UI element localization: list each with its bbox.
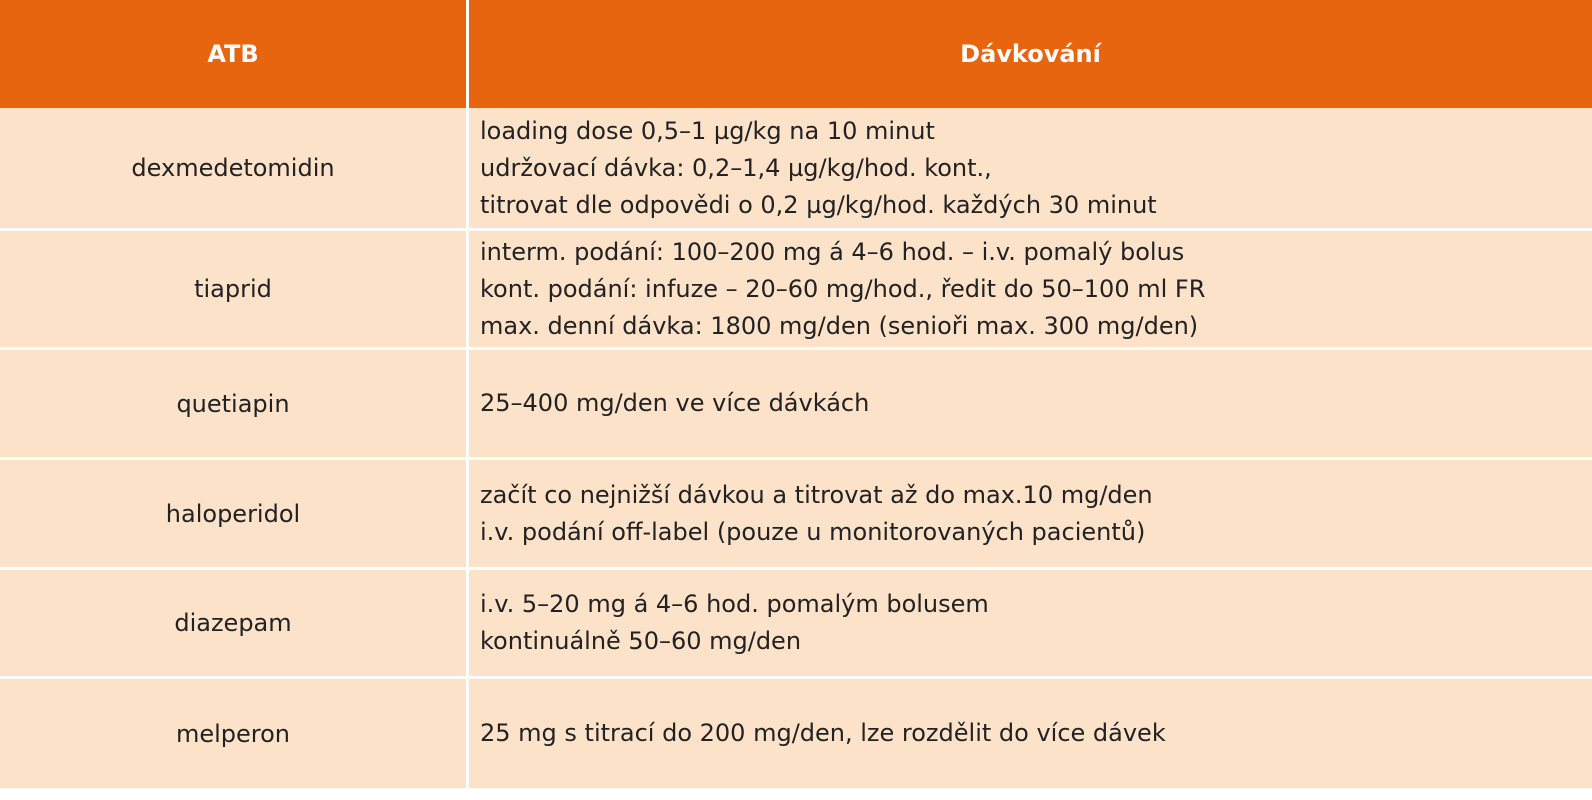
drug-name: tiaprid bbox=[194, 275, 272, 303]
dosage-line: udržovací dávka: 0,2–1,4 µg/kg/hod. kont., bbox=[480, 153, 992, 182]
column-divider bbox=[466, 570, 469, 676]
column-divider bbox=[466, 231, 469, 347]
table-row bbox=[0, 570, 1592, 676]
drug-name: melperon bbox=[175, 719, 291, 748]
column-divider bbox=[466, 350, 469, 457]
table-row bbox=[0, 108, 1592, 228]
table-header bbox=[0, 0, 1592, 108]
table-row bbox=[0, 350, 1592, 457]
drug-name: haloperidol bbox=[165, 499, 301, 528]
dosage-line: začít co nejnižší dávkou a titrovat až do max.10 mg/den bbox=[480, 480, 1153, 509]
dosage-line: 25 mg s titrací do 200 mg/den, lze rozdělit do více dávek bbox=[480, 719, 1166, 747]
table-row bbox=[0, 679, 1592, 788]
drug-name: quetiapin bbox=[176, 389, 290, 418]
dosage-cell bbox=[480, 570, 1580, 676]
header-dosage: Dávkování bbox=[960, 40, 1101, 68]
dosage-line: max. denní dávka: 1800 mg/den (senioři max. 300 mg/den) bbox=[480, 311, 1199, 340]
dosage-line: kontinuálně 50–60 mg/den bbox=[480, 627, 802, 655]
dosage-line: i.v. 5–20 mg á 4–6 hod. pomalým bolusem bbox=[480, 590, 989, 618]
dosage-cell bbox=[480, 350, 1580, 457]
column-divider bbox=[466, 460, 469, 567]
dosage-line: interm. podání: 100–200 mg á 4–6 hod. – i.v. pomalý bolus bbox=[480, 237, 1185, 266]
dosage-line: 25–400 mg/den ve více dávkách bbox=[480, 389, 870, 417]
table-row bbox=[0, 231, 1592, 347]
dosage-cell bbox=[480, 460, 1580, 567]
drug-name: dexmedetomidin bbox=[131, 154, 335, 182]
drug-name: diazepam bbox=[174, 609, 292, 637]
dosage-line: titrovat dle odpovědi o 0,2 µg/kg/hod. každých 30 minut bbox=[480, 190, 1157, 219]
dosage-cell bbox=[480, 679, 1580, 788]
dosage-line: loading dose 0,5–1 µg/kg na 10 minut bbox=[480, 116, 935, 145]
dosage-cell bbox=[480, 231, 1580, 347]
column-divider bbox=[466, 108, 469, 228]
dosage-line: i.v. podání off-label (pouze u monitorovaných pacientů) bbox=[480, 517, 1146, 546]
table-row bbox=[0, 460, 1592, 567]
header-atb: ATB bbox=[207, 40, 259, 68]
dosage-line: kont. podání: infuze – 20–60 mg/hod., ředit do 50–100 ml FR bbox=[480, 274, 1206, 303]
column-divider bbox=[466, 679, 469, 788]
dosage-cell bbox=[480, 108, 1580, 228]
